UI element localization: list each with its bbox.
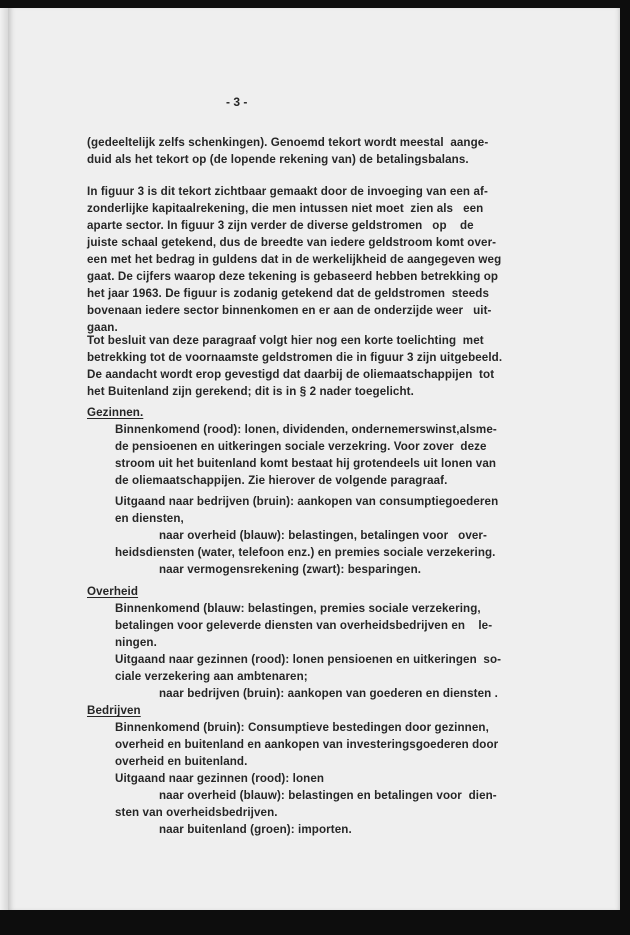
- section-heading: Overheid: [87, 585, 139, 598]
- text-line: aparte sector. In figuur 3 zijn verder de diverse geldstromen op de: [87, 219, 474, 232]
- text-line: stroom uit het buitenland komt bestaat hij grotendeels uit lonen van: [115, 457, 497, 470]
- text-line: naar overheid (blauw): belastingen, betalingen voor over-: [159, 529, 488, 542]
- text-line: In figuur 3 is dit tekort zichtbaar gemaakt door de invoeging van een af-: [87, 185, 488, 198]
- section-heading: Bedrijven: [87, 704, 141, 717]
- text-line: duid als het tekort op (de lopende rekening van) de betalingsbalans.: [87, 153, 469, 166]
- text-line: naar bedrijven (bruin): aankopen van goederen en diensten .: [159, 687, 498, 700]
- text-line: De aandacht wordt erop gevestigd dat daarbij de oliemaatschappijen tot: [87, 368, 495, 381]
- text-line: Uitgaand naar gezinnen (rood): lonen pensioenen en uitkeringen so-: [115, 653, 502, 666]
- text-line: ciale verzekering aan ambtenaren;: [115, 670, 308, 683]
- text-line: bovenaan iedere sector binnenkomen en er aan de onderzijde weer uit-: [87, 304, 492, 317]
- text-line: betalingen voor geleverde diensten van overheidsbedrijven en le-: [115, 619, 493, 632]
- text-line: (gedeeltelijk zelfs schenkingen). Genoemd tekort wordt meestal aange-: [87, 136, 489, 149]
- text-line: en diensten,: [115, 512, 184, 525]
- section-heading: Gezinnen.: [87, 406, 144, 419]
- text-line: de oliemaatschappijen. Zie hierover de volgende paragraaf.: [115, 474, 448, 487]
- text-line: betrekking tot de voornaamste geldstromen die in figuur 3 zijn uitgebeeld.: [87, 351, 503, 364]
- text-line: overheid en buitenland en aankopen van investeringsgoederen door: [115, 738, 499, 751]
- page-number: - 3 -: [226, 95, 248, 109]
- text-line: ningen.: [115, 636, 157, 649]
- page-edge: [0, 8, 8, 910]
- text-line: een met het bedrag in guldens dat in de werkelijkheid de aangegeven weg: [87, 253, 502, 266]
- text-line: heidsdiensten (water, telefoon enz.) en premies sociale verzekering.: [115, 546, 496, 559]
- text-line: Binnenkomend (bruin): Consumptieve bestedingen door gezinnen,: [115, 721, 489, 734]
- text-line: de pensioenen en uitkeringen sociale verzekring. Voor zover deze: [115, 440, 487, 453]
- text-line: naar buitenland (groen): importen.: [159, 823, 352, 836]
- text-line: juiste schaal getekend, dus de breedte van iedere geldstroom komt over-: [87, 236, 497, 249]
- text-line: Binnenkomend (blauw: belastingen, premies sociale verzekering,: [115, 602, 481, 615]
- text-line: Binnenkomend (rood): lonen, dividenden, ondernemerswinst,alsme-: [115, 423, 497, 436]
- text-line: naar vermogensrekening (zwart): besparingen.: [159, 563, 422, 576]
- text-line: Tot besluit van deze paragraaf volgt hier nog een korte toelichting met: [87, 334, 484, 347]
- text-line: het Buitenland zijn gerekend; dit is in § 2 nader toegelicht.: [87, 385, 414, 398]
- text-line: gaat. De cijfers waarop deze tekening is gebaseerd hebben betrekking op: [87, 270, 499, 283]
- text-line: Uitgaand naar gezinnen (rood): lonen: [115, 772, 325, 785]
- text-line: Uitgaand naar bedrijven (bruin): aankopen van consumptiegoederen: [115, 495, 499, 508]
- text-line: gaan.: [87, 321, 118, 334]
- text-line: sten van overheidsbedrijven.: [115, 806, 278, 819]
- text-line: het jaar 1963. De figuur is zodanig getekend dat de geldstromen steeds: [87, 287, 490, 300]
- text-line: naar overheid (blauw): belastingen en betalingen voor dien-: [159, 789, 497, 802]
- text-line: zonderlijke kapitaalrekening, die men intussen niet moet zien als een: [87, 202, 484, 215]
- text-line: overheid en buitenland.: [115, 755, 248, 768]
